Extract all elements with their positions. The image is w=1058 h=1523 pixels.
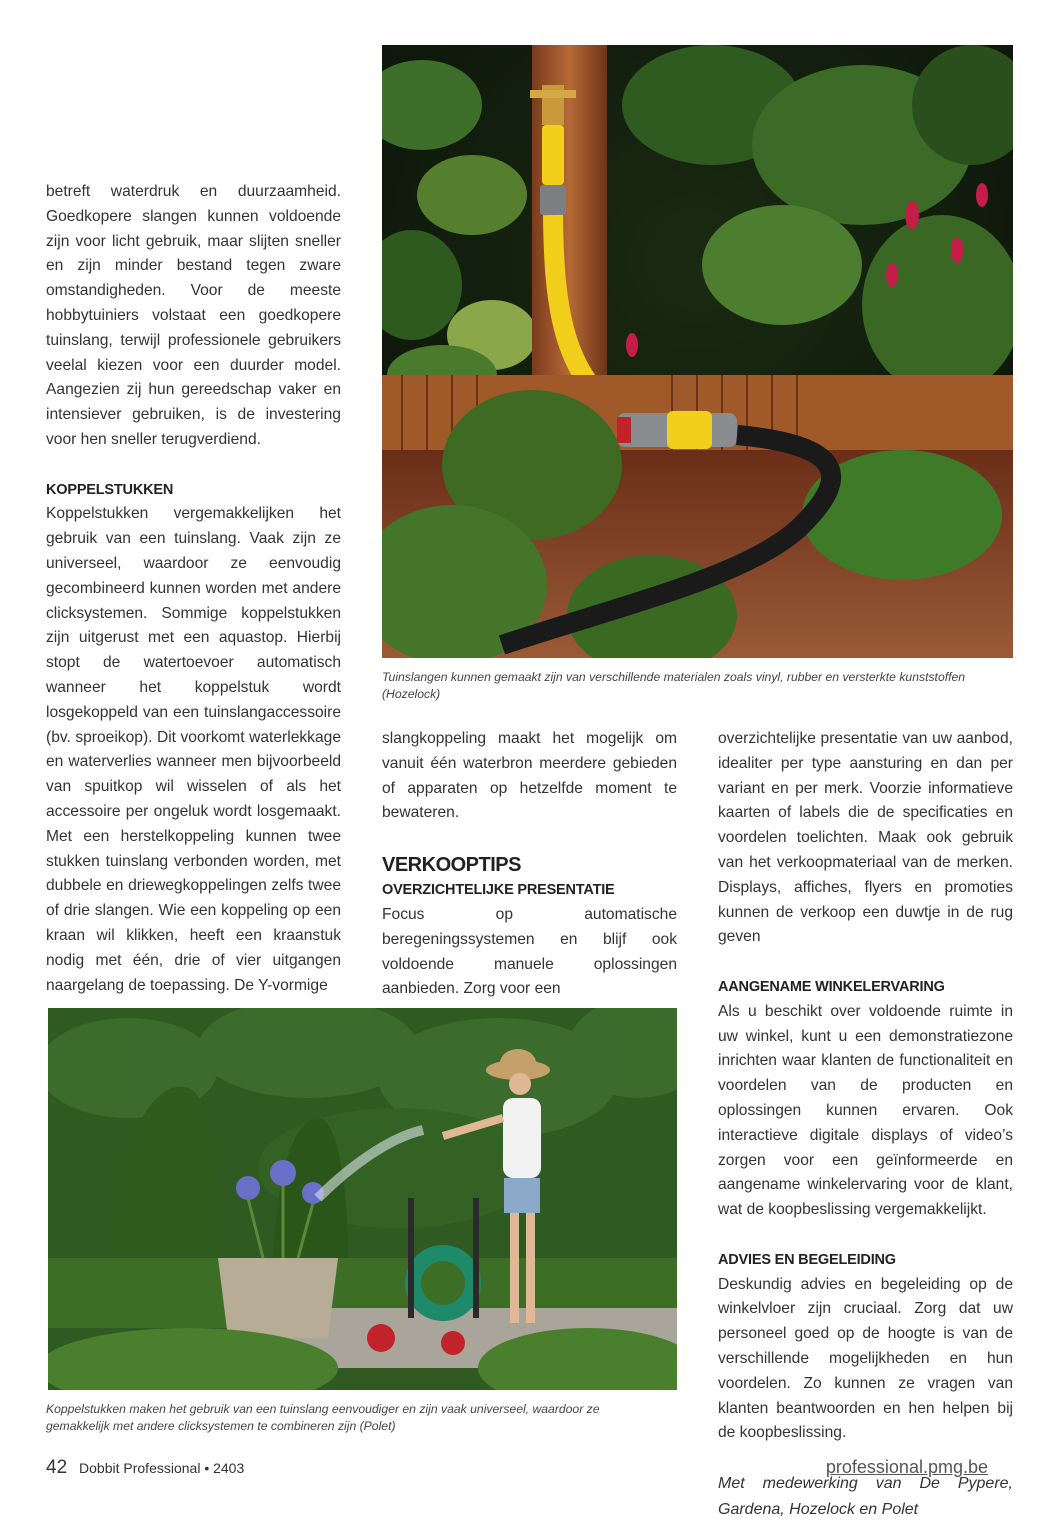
credits: Met medewerking van De Pypere, Gardena, Hozelock en Polet	[718, 1474, 1013, 1518]
heading-advies-en-begeleiding: ADVIES EN BEGELEIDING	[718, 1251, 896, 1268]
column3-continuation: overzichtelijke presentatie van uw aanbod, idealiter per type aansturing en dan per variant en per merk. Voorzie informatieve kaarten of labels die de specificaties en voordelen toelichten. Maak ook gebruik van het verkoopmateriaal van de merken. Displays, affiches, flyers en promoties kunnen de verkoop een duwtje in de rug geven	[718, 730, 1013, 946]
bottom-photo-caption: Koppelstukken maken het gebruik van een tuinslang eenvoudiger en zijn vaak universeel, waardoor ze gemakkelijk met andere clicksystemen te combineren zijn (Polet)	[46, 1402, 600, 1433]
heading-verkooptips: VERKOOPTIPS	[382, 854, 521, 877]
column2-continuation: slangkoppeling maakt het mogelijk om vanuit één waterbron meerdere gebieden of apparaten op hetzelfde moment te bewateren.	[382, 730, 677, 822]
garden-hose-illustration	[382, 45, 1013, 658]
heading-overzichtelijke-presentatie: OVERZICHTELIJKE PRESENTATIE	[382, 882, 615, 899]
presentatie-paragraph: Focus op automatische beregeningssystemen en blijf ook voldoende manuele oplossingen aanbieden. Zorg voor een	[382, 905, 677, 998]
top-photo-caption: Tuinslangen kunnen gemaakt zijn van verschillende materialen zoals vinyl, rubber en versterkte kunststoffen (Hozelock)	[382, 670, 966, 701]
woman-watering-photo	[48, 1008, 677, 1390]
woman-watering-illustration	[48, 1008, 677, 1390]
koppelstukken-paragraph: Koppelstukken vergemakkelijken het gebruik van een tuinslang. Vaak zijn ze universeel, waardoor ze eenvoudig gecombineerd kunnen worden met andere clicksystemen. Sommige koppelstukken zijn uitgerust met een aquastop. Hierbij stopt de watertoevoer automatisch wanneer het koppelstuk wordt losgekoppeld van een tuinslangaccessoire (bv. sproeikop). Dit voorkomt waterlekkage en waterverlies wanneer men bijvoorbeeld van spuitkop wil wisselen of als het accessoire per ongeluk wordt losgemaakt. Met een herstelkoppeling kunnen twee stukken tuinslang verbonden worden, met dubbele en driewegkoppelingen zelfs twee of drie slangen. Wie een koppeling op een kraan wil klikken, heeft een kraanstuk nodig met één, drie of vier uitgangen naargelang de toepassing. De Y-vormige	[46, 505, 341, 994]
column-1	[46, 180, 341, 998]
winkelervaring-paragraph: Als u beschikt over voldoende ruimte in uw winkel, kunt u een demonstratiezone inrichten waar klanten de functionaliteit en voordelen van de producten en oplossingen kunnen ervaren. Ook interactieve digitale displays of video’s zorgen voor een geïnformeerde en aangename winkelervaring voor de klant, wat de koopbeslissing vergemakkelijkt.	[718, 1002, 1013, 1219]
intro-paragraph: betreft waterdruk en duurzaamheid. Goedkopere slangen kunnen voldoende zijn voor licht gebruik, maar slijten sneller en zijn minder bestand tegen zware omstandigheden. Voor de meeste hobbytuiniers volstaat een goedkopere tuinslang, terwijl professionele gebruikers veelal kiezen voor een duurder model. Aangezien zij hun gereedschap vaker en intensiever gebruiken, is de investering voor hen sneller terugverdiend.	[46, 183, 341, 448]
heading-koppelstukken: KOPPELSTUKKEN	[46, 481, 174, 498]
website-link[interactable]: professional.pmg.be	[825, 1457, 988, 1477]
publication-name: Dobbit Professional • 2403	[79, 1460, 245, 1476]
page-number: 42	[46, 1457, 68, 1478]
advies-paragraph: Deskundig advies en begeleiding op de winkelvloer zijn cruciaal. Zorg dat uw personeel goed op de hoogte is van de verschillende mogelijkheden en hun voordelen. Zo kunnen ze vragen van klanten beantwoorden en hen helpen bij de koopbeslissing.	[718, 1275, 1013, 1442]
heading-aangename-winkelervaring: AANGENAME WINKELERVARING	[718, 978, 945, 995]
column-2	[382, 727, 677, 1002]
page-footer-left	[46, 1457, 244, 1479]
garden-hose-photo	[382, 45, 1013, 658]
column-3	[718, 727, 1013, 1523]
